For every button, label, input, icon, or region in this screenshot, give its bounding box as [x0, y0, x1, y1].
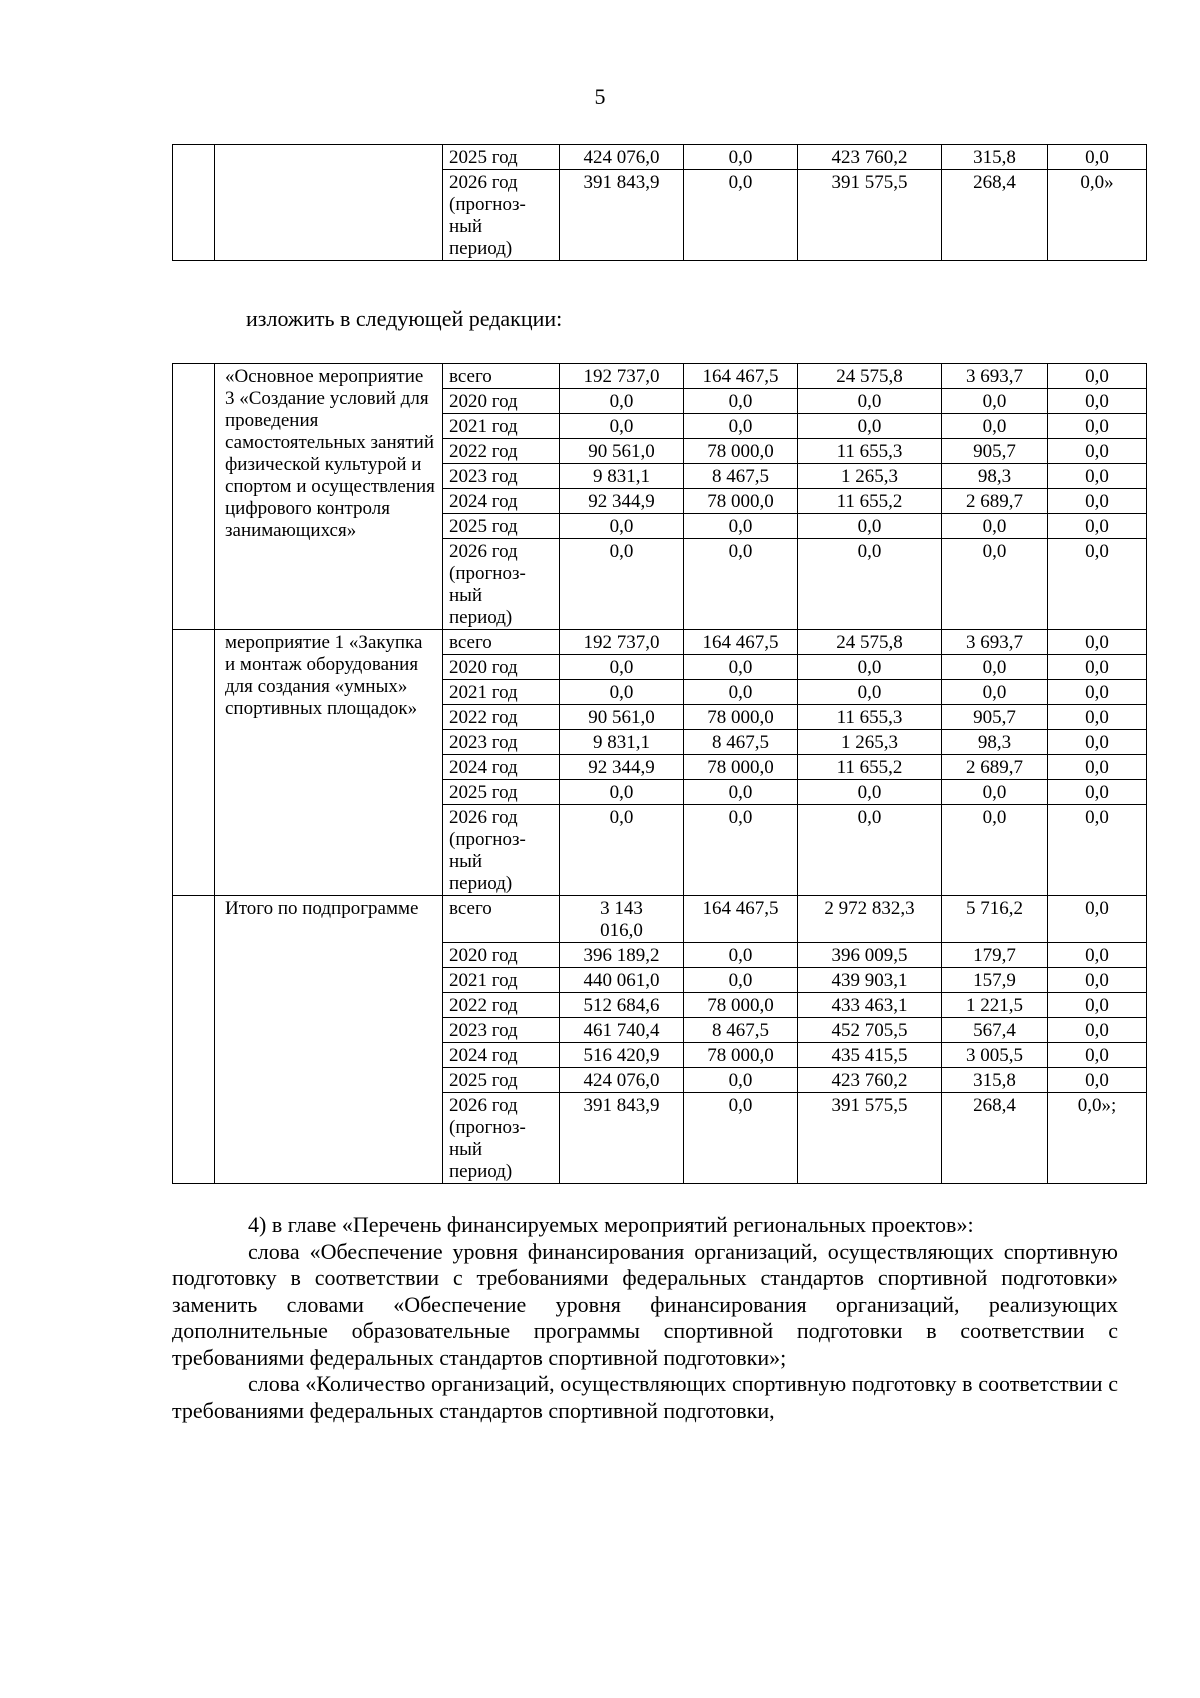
value-cell: 11 655,3 [798, 705, 942, 730]
year-cell: 2023 год [443, 1018, 560, 1043]
value-cell: 78 000,0 [684, 489, 798, 514]
value-cell: 164 467,5 [684, 896, 798, 943]
value-cell: 8 467,5 [684, 1018, 798, 1043]
value-cell: 0,0 [798, 389, 942, 414]
value-cell: 0,0 [942, 414, 1048, 439]
value-cell: 0,0 [1048, 755, 1147, 780]
amendment-text [172, 1212, 1118, 1424]
year-cell: 2024 год [443, 489, 560, 514]
value-cell: 179,7 [942, 943, 1048, 968]
value-cell: 0,0 [560, 780, 684, 805]
value-cell: 315,8 [942, 1068, 1048, 1093]
year-cell: 2021 год [443, 968, 560, 993]
value-cell: 0,0 [684, 805, 798, 896]
value-cell: 90 561,0 [560, 439, 684, 464]
value-cell: 0,0 [1048, 514, 1147, 539]
value-cell: 315,8 [942, 145, 1048, 170]
year-cell: 2020 год [443, 389, 560, 414]
table-row [173, 896, 1147, 943]
value-cell: 5 716,2 [942, 896, 1048, 943]
year-cell: 2022 год [443, 705, 560, 730]
value-cell: 0,0»; [1048, 1093, 1147, 1184]
value-cell: 0,0 [684, 1068, 798, 1093]
value-cell: 0,0 [942, 805, 1048, 896]
value-cell: 0,0 [1048, 630, 1147, 655]
table-row [173, 145, 1147, 170]
value-cell: 905,7 [942, 705, 1048, 730]
value-cell: 0,0 [684, 514, 798, 539]
value-cell: 0,0 [684, 389, 798, 414]
year-cell: 2024 год [443, 755, 560, 780]
value-cell: 0,0 [560, 389, 684, 414]
value-cell: 0,0 [1048, 896, 1147, 943]
value-cell: 3 005,5 [942, 1043, 1048, 1068]
value-cell: 92 344,9 [560, 755, 684, 780]
value-cell: 3 693,7 [942, 364, 1048, 389]
table-row [173, 364, 1147, 389]
value-cell: 164 467,5 [684, 630, 798, 655]
value-cell: 24 575,8 [798, 364, 942, 389]
value-cell: 92 344,9 [560, 489, 684, 514]
value-cell: 0,0 [684, 1093, 798, 1184]
year-cell: 2026 год (прогноз- ный период) [443, 805, 560, 896]
value-cell: 0,0 [1048, 464, 1147, 489]
value-cell: 423 760,2 [798, 145, 942, 170]
value-cell: 435 415,5 [798, 1043, 942, 1068]
value-cell: 2 689,7 [942, 755, 1048, 780]
value-cell: 391 575,5 [798, 170, 942, 261]
value-cell: 396 009,5 [798, 943, 942, 968]
value-cell: 192 737,0 [560, 630, 684, 655]
year-cell: 2023 год [443, 730, 560, 755]
year-cell: 2020 год [443, 943, 560, 968]
value-cell: 11 655,3 [798, 439, 942, 464]
value-cell: 0,0 [942, 539, 1048, 630]
value-cell: 0,0 [1048, 539, 1147, 630]
year-cell: 2021 год [443, 414, 560, 439]
measure-label: мероприятие 1 «Закупка и монтаж оборудования для создания «умных» спортивных площадок» [215, 630, 443, 896]
value-cell: 439 903,1 [798, 968, 942, 993]
value-cell: 0,0 [1048, 1068, 1147, 1093]
year-cell: 2023 год [443, 464, 560, 489]
value-cell: 0,0 [560, 680, 684, 705]
value-cell: 0,0 [560, 805, 684, 896]
value-cell: 0,0 [1048, 805, 1147, 896]
year-cell: 2026 год (прогноз- ный период) [443, 170, 560, 261]
year-cell: 2024 год [443, 1043, 560, 1068]
value-cell: 0,0 [942, 514, 1048, 539]
year-cell: 2020 год [443, 655, 560, 680]
intro-text: изложить в следующей редакции: [246, 306, 563, 331]
value-cell: 0,0 [684, 943, 798, 968]
value-cell: 0,0 [560, 539, 684, 630]
year-cell: всего [443, 364, 560, 389]
value-cell: 0,0 [684, 680, 798, 705]
value-cell: 78 000,0 [684, 705, 798, 730]
value-cell: 0,0 [942, 389, 1048, 414]
year-cell: 2026 год (прогноз- ный период) [443, 1093, 560, 1184]
value-cell: 0,0 [798, 414, 942, 439]
value-cell: 516 420,9 [560, 1043, 684, 1068]
year-cell: 2026 год (прогноз- ный период) [443, 539, 560, 630]
value-cell: 0,0 [1048, 780, 1147, 805]
year-cell: 2022 год [443, 993, 560, 1018]
year-cell: 2025 год [443, 780, 560, 805]
value-cell: 0,0 [1048, 145, 1147, 170]
value-cell: 452 705,5 [798, 1018, 942, 1043]
value-cell: 0,0 [942, 680, 1048, 705]
value-cell: 0,0 [798, 780, 942, 805]
value-cell: 424 076,0 [560, 1068, 684, 1093]
value-cell: 9 831,1 [560, 464, 684, 489]
value-cell: 90 561,0 [560, 705, 684, 730]
value-cell: 0,0» [1048, 170, 1147, 261]
year-cell: всего [443, 630, 560, 655]
value-cell: 78 000,0 [684, 1043, 798, 1068]
value-cell: 567,4 [942, 1018, 1048, 1043]
value-cell: 0,0 [1048, 1043, 1147, 1068]
value-cell: 0,0 [684, 414, 798, 439]
value-cell: 0,0 [942, 780, 1048, 805]
value-cell: 0,0 [1048, 993, 1147, 1018]
value-cell: 98,3 [942, 464, 1048, 489]
value-cell: 98,3 [942, 730, 1048, 755]
table-row [173, 630, 1147, 655]
value-cell: 157,9 [942, 968, 1048, 993]
year-cell: 2021 год [443, 680, 560, 705]
value-cell: 0,0 [798, 514, 942, 539]
value-cell: 0,0 [684, 780, 798, 805]
value-cell: 0,0 [684, 655, 798, 680]
value-cell: 78 000,0 [684, 993, 798, 1018]
page-number: 5 [594, 84, 606, 109]
value-cell: 391 843,9 [560, 1093, 684, 1184]
value-cell: 0,0 [1048, 968, 1147, 993]
value-cell: 0,0 [560, 514, 684, 539]
value-cell: 78 000,0 [684, 755, 798, 780]
value-cell: 192 737,0 [560, 364, 684, 389]
value-cell: 268,4 [942, 170, 1048, 261]
value-cell: 0,0 [1048, 705, 1147, 730]
label-cell [215, 145, 443, 261]
value-cell: 0,0 [798, 539, 942, 630]
value-cell: 11 655,2 [798, 755, 942, 780]
value-cell: 0,0 [798, 655, 942, 680]
value-cell: 0,0 [684, 145, 798, 170]
value-cell: 1 265,3 [798, 730, 942, 755]
year-cell: 2025 год [443, 1068, 560, 1093]
value-cell: 0,0 [942, 655, 1048, 680]
value-cell: 0,0 [1048, 1018, 1147, 1043]
value-cell: 3 143 016,0 [560, 896, 684, 943]
value-cell: 433 463,1 [798, 993, 942, 1018]
value-cell: 0,0 [684, 968, 798, 993]
value-cell: 423 760,2 [798, 1068, 942, 1093]
value-cell: 391 843,9 [560, 170, 684, 261]
year-cell: всего [443, 896, 560, 943]
value-cell: 461 740,4 [560, 1018, 684, 1043]
value-cell: 9 831,1 [560, 730, 684, 755]
value-cell: 2 689,7 [942, 489, 1048, 514]
measure-label: «Основное мероприятие 3 «Создание условий для проведения самостоятельных занятий физической культурой и спортом и осуществления цифрового контроля занимающихся» [215, 364, 443, 630]
value-cell: 0,0 [798, 680, 942, 705]
value-cell: 24 575,8 [798, 630, 942, 655]
value-cell: 0,0 [1048, 730, 1147, 755]
value-cell: 512 684,6 [560, 993, 684, 1018]
paragraph: слова «Обеспечение уровня финансирования организаций, осуществляющих спортивную подготовку в соответствии с требованиями федеральных стандартов спортивной подготовки» заменить словами «Обеспечение уровня финансирования организаций, реализующих дополнительные образовательные программы спортивной подготовки в соответствии с требованиями федеральных стандартов спортивной подготовки»; [172, 1238, 1118, 1370]
value-cell: 78 000,0 [684, 439, 798, 464]
year-cell: 2022 год [443, 439, 560, 464]
paragraph: 4) в главе «Перечень финансируемых мероприятий региональных проектов»: [248, 1212, 974, 1237]
year-cell: 2025 год [443, 145, 560, 170]
value-cell: 0,0 [684, 170, 798, 261]
value-cell: 268,4 [942, 1093, 1048, 1184]
value-cell: 0,0 [1048, 389, 1147, 414]
value-cell: 8 467,5 [684, 464, 798, 489]
value-cell: 396 189,2 [560, 943, 684, 968]
value-cell: 3 693,7 [942, 630, 1048, 655]
year-cell: 2025 год [443, 514, 560, 539]
value-cell: 0,0 [1048, 943, 1147, 968]
value-cell: 0,0 [1048, 414, 1147, 439]
value-cell: 0,0 [560, 414, 684, 439]
number-cell [173, 145, 215, 261]
value-cell: 905,7 [942, 439, 1048, 464]
value-cell: 0,0 [1048, 680, 1147, 705]
value-cell: 164 467,5 [684, 364, 798, 389]
financing-table [172, 363, 1147, 1184]
measure-label: Итого по подпрограмме [215, 896, 443, 1184]
value-cell: 0,0 [1048, 489, 1147, 514]
number-cell [173, 630, 215, 896]
value-cell: 0,0 [1048, 439, 1147, 464]
value-cell: 1 265,3 [798, 464, 942, 489]
value-cell: 11 655,2 [798, 489, 942, 514]
value-cell: 8 467,5 [684, 730, 798, 755]
number-cell [173, 364, 215, 630]
value-cell: 0,0 [1048, 364, 1147, 389]
paragraph: слова «Количество организаций, осуществляющих спортивную подготовку в соответствии с требованиями федеральных стандартов спортивной подготовки, [172, 1371, 1118, 1423]
value-cell: 0,0 [798, 805, 942, 896]
value-cell: 2 972 832,3 [798, 896, 942, 943]
top-table-fragment [172, 144, 1147, 261]
value-cell: 391 575,5 [798, 1093, 942, 1184]
value-cell: 440 061,0 [560, 968, 684, 993]
value-cell: 0,0 [1048, 655, 1147, 680]
value-cell: 0,0 [560, 655, 684, 680]
number-cell [173, 896, 215, 1184]
value-cell: 1 221,5 [942, 993, 1048, 1018]
value-cell: 0,0 [684, 539, 798, 630]
value-cell: 424 076,0 [560, 145, 684, 170]
